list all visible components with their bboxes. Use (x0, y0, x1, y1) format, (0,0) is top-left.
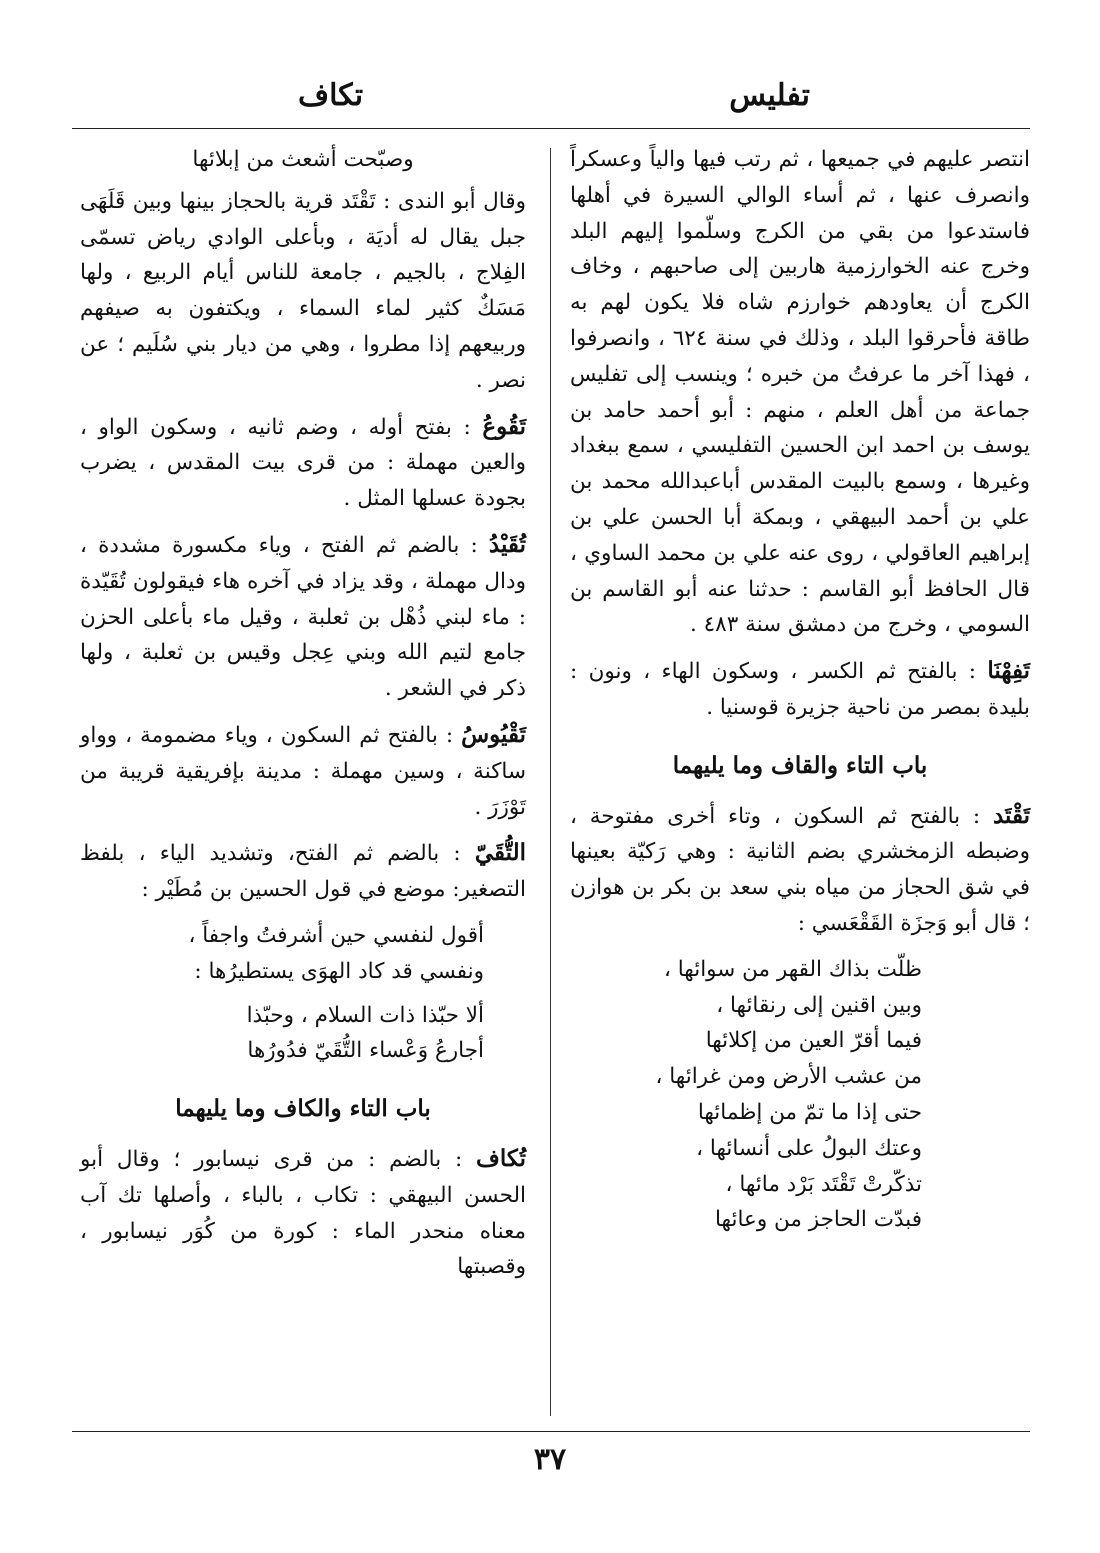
verse-line: حتى إذا ما تمّ من إظمائها (697, 1099, 922, 1125)
entry-taqwa (80, 409, 526, 517)
poem-line: أجارعُ وَعْساء التُّقَيّ فدُورُها (247, 1038, 484, 1064)
entry-text: : بالفتح ثم السكون ، وتاء أخرى مفتوحة ، وضبطه الزمخشري بضم الثانية : وهي رَكيّة بعينها في شق الحجاز من مياه بني سعد بن بكر بن هوازن ؛ قال أبو وَجزَة القَقْعَسي : (570, 803, 1030, 936)
entry-term: تَقْيُوسُ (461, 720, 526, 748)
poem-couplet-2 (80, 998, 526, 1070)
section-heading-ta-qaf: باب التاء والقاف وما يليهما (672, 751, 928, 779)
top-rule (72, 128, 1030, 129)
entry-term: التُّقَيّ (474, 839, 526, 867)
entry-tuqay (80, 835, 526, 908)
bottom-rule (72, 1431, 1030, 1432)
poem-line: أقول لنفسي حين أشرفتُ واجفاً ، (188, 922, 484, 948)
entry-taqtad (570, 798, 1030, 942)
poem-line: ونفسي قد كاد الهوَى يستطيرُها : (194, 958, 484, 984)
verse-line: فيما أقرّ العين من إكلائها (705, 1028, 922, 1054)
verse-line: من عشب الأرض ومن غرائها ، (655, 1064, 922, 1090)
running-head-right: تفليس (729, 78, 810, 113)
verse-line: وبين اقنين إلى رنقائها ، (716, 992, 922, 1018)
poem-couplet-1 (80, 918, 526, 990)
entry-term: تَقُوعُ (482, 412, 526, 440)
verse-block (570, 952, 1030, 1238)
entry-tiflis-continuation: انتصر عليهم في جميعها ، ثم رتب فيها والياً وعسكراً وانصرف عنها ، ثم أساء الوالي السيرة في أهلها فاستدعوا من بقي من الكرج وسلّموا إليهم البلد وخرج عنه الخوارزمية هاربين إلى صاحبهم ، وخاف الكرج أن يعاودهم خوارزم شاه فلا يكون لهم به طاقة فأحرقوا البلد ، وذلك في سنة ٦٢٤ ، وانصرفوا ، فهذا آخر ما عرفتُ من خبره ؛ وينسب إلى تفليس جماعة من أهل العلم ، منهم : أبو أحمد حامد بن يوسف بن احمد ابن الحسين التفليسي ، سمع ببغداد وغيرها ، وسمع بالبيت المقدس أباعبدالله محمد بن علي بن أحمد البيهقي ، وبمكة أبا الحسن علي بن إبراهيم العاقولي ، روى عنه علي بن محمد الساوي ، قال الحافظ أبو القاسم : حدثنا عنه أبو القاسم بن السومي ، وخرج من دمشق سنة ٤٨٣ . (570, 147, 1030, 638)
column-divider (550, 148, 551, 1416)
verse-line: فبدّت الحاجز من وعائها (715, 1207, 922, 1233)
verse-line: تذكّرتْ تَقْتَد بَرْد مائها ، (725, 1171, 922, 1197)
running-head-left: تكاف (298, 78, 364, 113)
entry-text: : بالضم ثم الفتح ، وياء مكسورة مشددة ، ودال مهملة ، وقد يزاد في آخره هاء فيقولون تُقَيّدة : ماء لبني ذُهْل بن ثعلبة ، وقيل ماء بأعلى الحزن جامع لتيم الله وبني عِجل وقيس بن ثعلبة ، ولها ذكر في الشعر . (80, 532, 526, 702)
entry-tafhana (570, 653, 1030, 726)
poem-line: ألا حبّذا ذات السلام ، وحبّذا (246, 1002, 484, 1028)
entry-text: : بفتح أوله ، وضم ثانيه ، وسكون الواو ، والعين مهملة : من قرى بيت المقدس ، يضرب بجودة عسلها المثل . (80, 414, 526, 512)
page-number: ٣٧ (533, 1442, 567, 1477)
entry-text: : بالفتح ثم الكسر ، وسكون الهاء ، ونون : بليدة بمصر من ناحية جزيرة قوسنيا . (570, 659, 1030, 720)
right-column (570, 142, 1030, 1248)
verse-line: ظلّت بذاك القهر من سوائها ، (663, 956, 922, 982)
entry-term: تُكاف (476, 1144, 526, 1172)
entry-taqtad-continuation: وقال أبو الندى : تَقْتَد قرية بالحجاز بينها وبين قَلَهَى جبل يقال له أديَة ، وبأعلى الوادي رياض تسمّى الفِلاج ، بالجيم ، جامعة للناس أيام الربيع ، ولها مَسَكٌ كثير لماء السماء ، ويكتفون به صيفهم وربيعهم إذا مطروا ، وهي من ديار بني سُلَيم ؛ عن نصر . (80, 188, 526, 393)
verse-line: وعتك البولُ على أنسائها ، (696, 1135, 922, 1161)
entry-text: : بالضم : من قرى نيسابور ؛ وقال أبو الحسن البيهقي : تكاب ، بالباء ، وأصلها تك آب معناه منحدر الماء : كورة من كُوَر نيسابور ، وقصبتها (80, 1146, 526, 1280)
entry-text: : بالضم ثم الفتح، وتشديد الياء ، بلفظ التصغير: موضع في قول الحسين بن مُطَيْر : (80, 841, 526, 903)
entry-term: تَفِهْنَا (987, 657, 1030, 685)
entry-term: تُقَيْدُ (488, 530, 526, 558)
entry-tukaf (80, 1141, 526, 1285)
section-heading-ta-kaf: باب التاء والكاف وما يليهما (175, 1095, 431, 1123)
entry-text: : بالفتح ثم السكون ، وياء مضمومة ، وواو ساكنة ، وسين مهملة : مدينة بإفريقية قريبة من تَوْزَرَ . (80, 722, 526, 820)
entry-tuqayd (80, 527, 526, 707)
entry-term: تَقْتَد (992, 801, 1030, 829)
entry-taqyus (80, 717, 526, 825)
left-column (80, 142, 526, 1295)
verse-continuation: وصبّحت أشعث من إبلائها (192, 147, 414, 172)
